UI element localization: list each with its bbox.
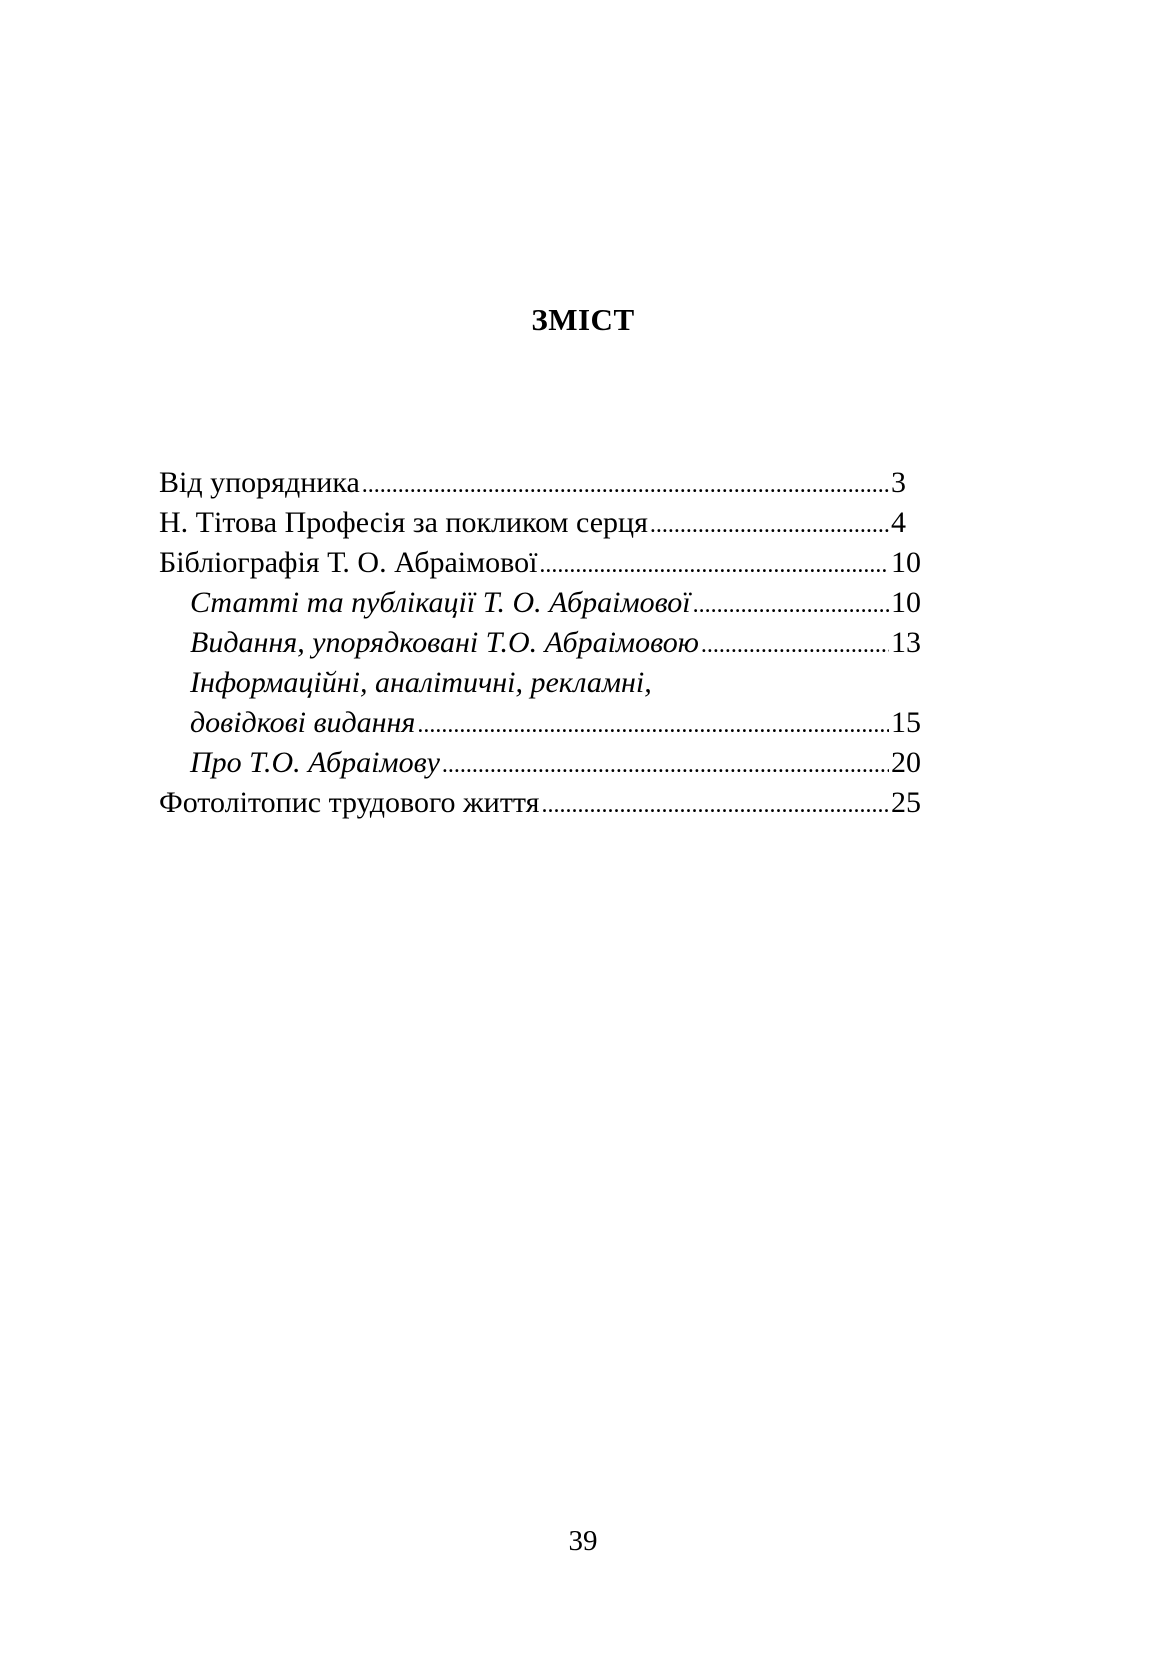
toc-leader-dots (442, 745, 889, 785)
toc-leader-dots (417, 705, 889, 745)
toc-entry-page: 10 (891, 546, 921, 579)
toc-subentry-page: 20 (891, 746, 921, 779)
toc-entry-label: Н. Тітова Професія за покликом серця (159, 506, 648, 539)
toc-entry[interactable] (159, 463, 921, 503)
toc-entry[interactable] (159, 503, 921, 543)
toc-leader-dots (539, 545, 889, 585)
toc-subentry-label-line1: Інформаційні, аналітичні, рекламні, (190, 666, 652, 699)
toc-leader-dots (650, 505, 889, 545)
toc-entry-label: Бібліографія Т. О. Абраімової (159, 546, 538, 579)
toc-subentry-page: 13 (891, 626, 921, 659)
toc-subentry-page: 10 (891, 586, 921, 619)
toc-subentry-label: Про Т.О. Абраімову (190, 746, 440, 779)
toc-subentry[interactable] (159, 743, 921, 783)
toc-leader-dots (693, 585, 889, 625)
toc-subentry-page: 15 (891, 706, 921, 739)
toc-subentry[interactable] (159, 583, 921, 623)
toc-subentry[interactable] (159, 703, 921, 743)
table-of-contents (159, 463, 921, 823)
toc-subentry-label: Статті та публікації Т. О. Абраімової (190, 586, 691, 619)
toc-entry-page: 4 (891, 506, 906, 539)
toc-entry-page: 3 (891, 466, 906, 499)
toc-subentry[interactable] (159, 623, 921, 663)
page-number: 39 (568, 1525, 598, 1557)
toc-subentry-label: довідкові видання (190, 706, 416, 739)
page-title: ЗМІСТ (531, 302, 635, 337)
toc-leader-dots (541, 785, 889, 825)
toc-entry-page: 25 (891, 786, 921, 819)
toc-subentry-label: Видання, упорядковані Т.О. Абраімовою (190, 626, 699, 659)
toc-subentry-first-line[interactable] (159, 663, 921, 703)
toc-entry-label: Від упорядника (159, 466, 360, 499)
toc-entry[interactable] (159, 783, 921, 823)
toc-entry[interactable] (159, 543, 921, 583)
toc-entry-label: Фотолітопис трудового життя (159, 786, 540, 819)
toc-leader-dots (362, 465, 889, 505)
toc-leader-dots (701, 625, 889, 665)
